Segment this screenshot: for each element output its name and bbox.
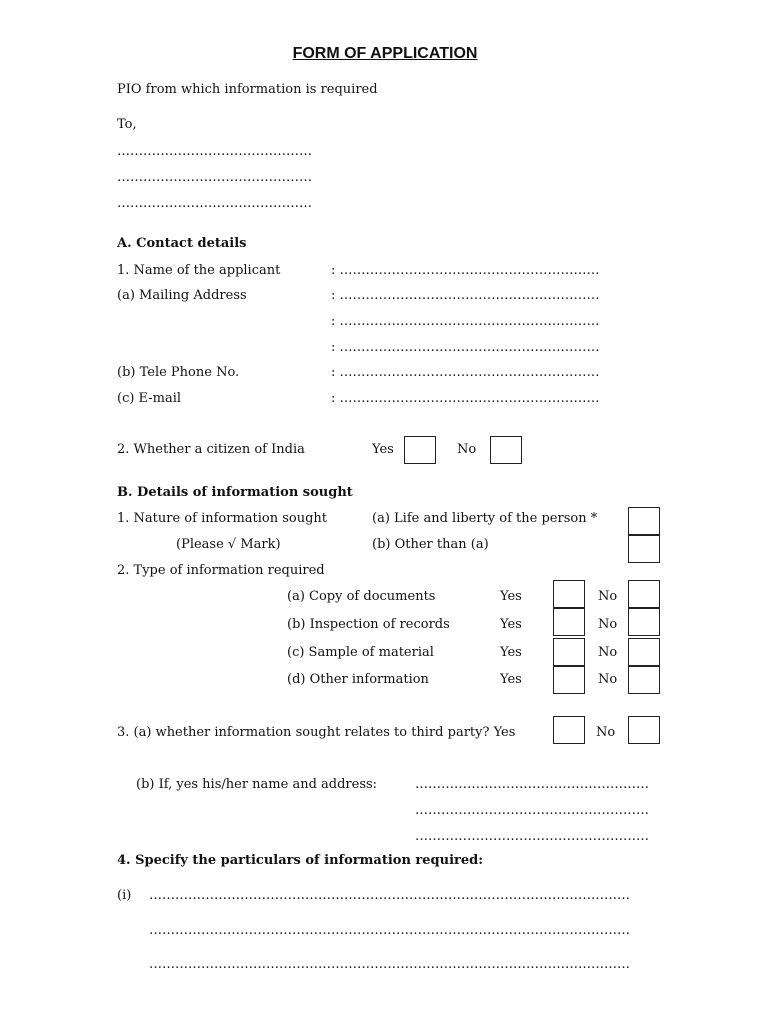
type-inspection-no-label: No [598, 617, 618, 632]
third-party-yes-checkbox[interactable] [553, 716, 585, 744]
pio-line: PIO from which information is required [117, 82, 378, 97]
particulars-line-2[interactable]: ………………………………………………………………………………………………… [149, 923, 630, 938]
citizen-label: 2. Whether a citizen of India [117, 442, 305, 457]
mailing-address-field-3[interactable]: : …………………………………………………… [331, 340, 600, 355]
type-inspection-label: (b) Inspection of records [287, 617, 450, 632]
type-other-no-label: No [598, 672, 618, 687]
type-copy-yes-checkbox[interactable] [553, 580, 585, 608]
nature-label: 1. Nature of information sought [117, 511, 328, 526]
citizen-no-checkbox[interactable] [490, 436, 522, 464]
email-field[interactable]: : …………………………………………………… [331, 391, 600, 406]
applicant-name-field[interactable]: : …………………………………………………… [331, 263, 600, 278]
third-party-address-label: (b) If, yes his/her name and address: [136, 777, 378, 792]
to-address-line-2[interactable]: ……………………………………… [117, 170, 312, 185]
option-life-liberty-checkbox[interactable] [628, 507, 660, 535]
type-other-no-checkbox[interactable] [628, 666, 660, 694]
type-other-yes-checkbox[interactable] [553, 666, 585, 694]
type-copy-documents-label: (a) Copy of documents [287, 589, 436, 604]
citizen-no-label: No [457, 442, 477, 457]
type-sample-label: (c) Sample of material [287, 645, 434, 660]
email-label: (c) E-mail [117, 391, 182, 406]
type-copy-no-label: No [598, 589, 618, 604]
phone-label: (b) Tele Phone No. [117, 365, 240, 380]
third-party-label: 3. (a) whether information sought relates to third party? Yes [117, 725, 516, 740]
mailing-address-field-2[interactable]: : …………………………………………………… [331, 314, 600, 329]
third-party-address-line-1[interactable]: ……………………………………………… [415, 777, 649, 792]
third-party-no-checkbox[interactable] [628, 716, 660, 744]
third-party-no-label: No [596, 725, 616, 740]
option-life-liberty-label: (a) Life and liberty of the person * [372, 511, 598, 526]
type-sample-no-label: No [598, 645, 618, 660]
type-other-yes-label: Yes [500, 672, 522, 687]
third-party-address-line-3[interactable]: ……………………………………………… [415, 829, 649, 844]
type-sample-yes-label: Yes [500, 645, 522, 660]
option-other-label: (b) Other than (a) [372, 537, 489, 552]
citizen-yes-checkbox[interactable] [404, 436, 436, 464]
form-title: FORM OF APPLICATION [292, 45, 478, 62]
type-inspection-yes-label: Yes [500, 617, 522, 632]
type-sample-no-checkbox[interactable] [628, 638, 660, 666]
type-label: 2. Type of information required [117, 563, 325, 578]
type-inspection-no-checkbox[interactable] [628, 608, 660, 636]
type-copy-no-checkbox[interactable] [628, 580, 660, 608]
to-address-line-1[interactable]: ……………………………………… [117, 144, 312, 159]
type-other-label: (d) Other information [287, 672, 429, 687]
section-a-heading: A. Contact details [117, 236, 247, 251]
particulars-line-3[interactable]: ………………………………………………………………………………………………… [149, 957, 630, 972]
phone-field[interactable]: : …………………………………………………… [331, 365, 600, 380]
mailing-address-field-1[interactable]: : …………………………………………………… [331, 288, 600, 303]
please-mark-note: (Please √ Mark) [176, 537, 281, 552]
type-copy-yes-label: Yes [500, 589, 522, 604]
third-party-address-line-2[interactable]: ……………………………………………… [415, 803, 649, 818]
to-address-line-3[interactable]: ……………………………………… [117, 196, 312, 211]
mailing-address-label: (a) Mailing Address [117, 288, 247, 303]
type-sample-yes-checkbox[interactable] [553, 638, 585, 666]
option-other-checkbox[interactable] [628, 535, 660, 563]
type-inspection-yes-checkbox[interactable] [553, 608, 585, 636]
particulars-heading: 4. Specify the particulars of information required: [117, 853, 484, 868]
applicant-name-label: 1. Name of the applicant [117, 263, 281, 278]
particulars-line-1[interactable]: ………………………………………………………………………………………………… [149, 888, 630, 903]
section-b-heading: B. Details of information sought [117, 485, 353, 500]
citizen-yes-label: Yes [372, 442, 394, 457]
particulars-item-marker: (i) [117, 888, 132, 903]
to-label: To, [117, 117, 137, 132]
